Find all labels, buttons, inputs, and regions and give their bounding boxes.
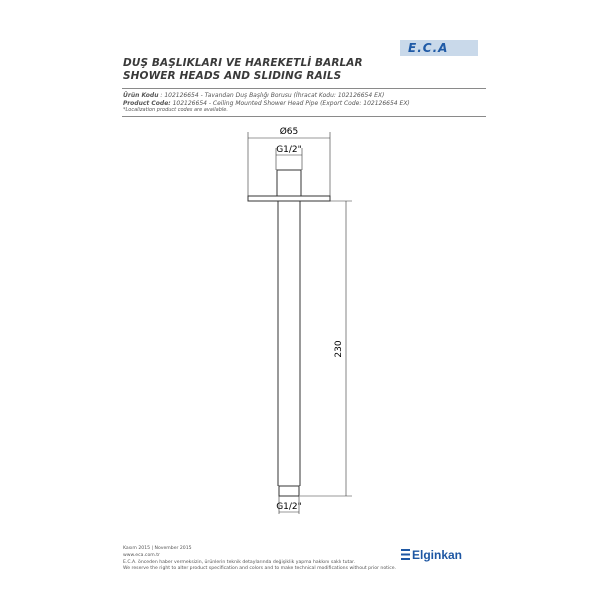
eca-logo-text: E.C.A bbox=[408, 41, 449, 55]
footer-website: www.eca.com.tr bbox=[123, 553, 160, 558]
flange bbox=[248, 196, 330, 201]
length-label: 230 bbox=[334, 340, 344, 358]
elginkan-logo-icon bbox=[401, 549, 410, 560]
footer-disclaimer-en: We reserve the right to alter product specification and colors and to make technical modifications without prior notice. bbox=[123, 566, 397, 571]
top-fitting bbox=[277, 170, 301, 196]
product-code-en-value: 102126654 - Ceiling Mounted Shower Head Pipe (Export Code: 102126654 EX) bbox=[172, 100, 410, 107]
product-code-tr-label: Ürün Kodu bbox=[123, 92, 159, 99]
bottom-fitting bbox=[279, 486, 299, 496]
bottom-thread-label: G1/2" bbox=[276, 502, 302, 512]
top-thread-label: G1/2" bbox=[276, 145, 302, 155]
product-code-en-label: Product Code: bbox=[123, 100, 171, 107]
footer-disclaimer-tr: E.C.A. önceden haber vermeksizin, ürünlerin teknik detaylarında değişiklik yapma hakkını saklı tutar. bbox=[123, 560, 356, 565]
document-title-english: SHOWER HEADS AND SLIDING RAILS bbox=[123, 70, 342, 82]
diameter-label: Ø65 bbox=[279, 127, 299, 137]
product-code-tr-value: : 102126654 - Tavandan Duş Başlığı Borusu (İhracat Kodu: 102126654 EX) bbox=[160, 92, 385, 99]
document-title-turkish: DUŞ BAŞLIKLARI VE HAREKETLİ BARLAR bbox=[123, 57, 363, 69]
footer-date: Kasım 2015 | November 2015 bbox=[123, 546, 192, 551]
elginkan-brand: Elginkan bbox=[412, 548, 463, 562]
localization-note: *Localization product codes are available. bbox=[123, 107, 228, 113]
